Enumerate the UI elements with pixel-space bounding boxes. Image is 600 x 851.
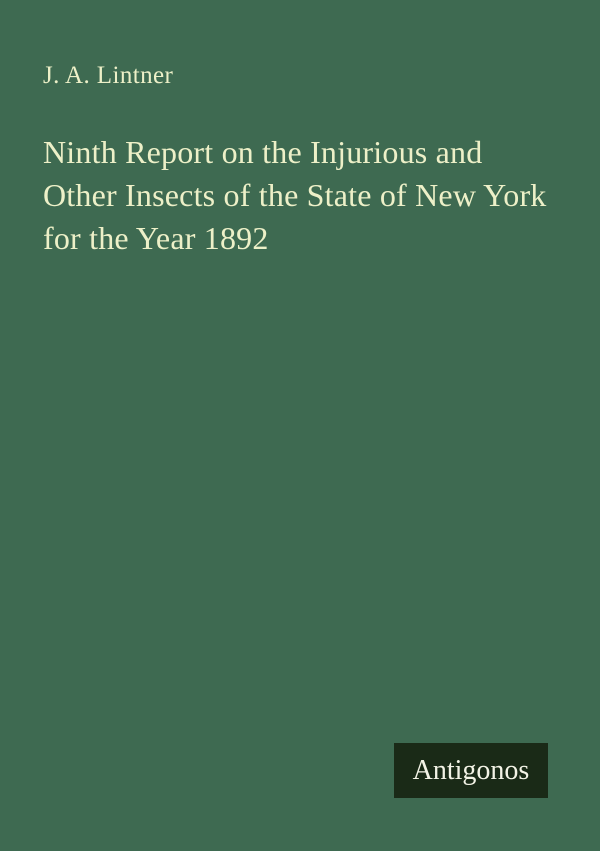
book-title-line-3: for the Year 1892: [43, 220, 269, 256]
book-title-line-2: Other Insects of the State of New York: [43, 177, 547, 213]
publisher-logo: [394, 743, 548, 798]
book-title-line-1: Ninth Report on the Injurious and: [43, 134, 483, 170]
book-title: [43, 131, 547, 260]
author-name: J. A. Lintner: [43, 62, 174, 89]
publisher-name: Antigonos: [412, 754, 530, 786]
